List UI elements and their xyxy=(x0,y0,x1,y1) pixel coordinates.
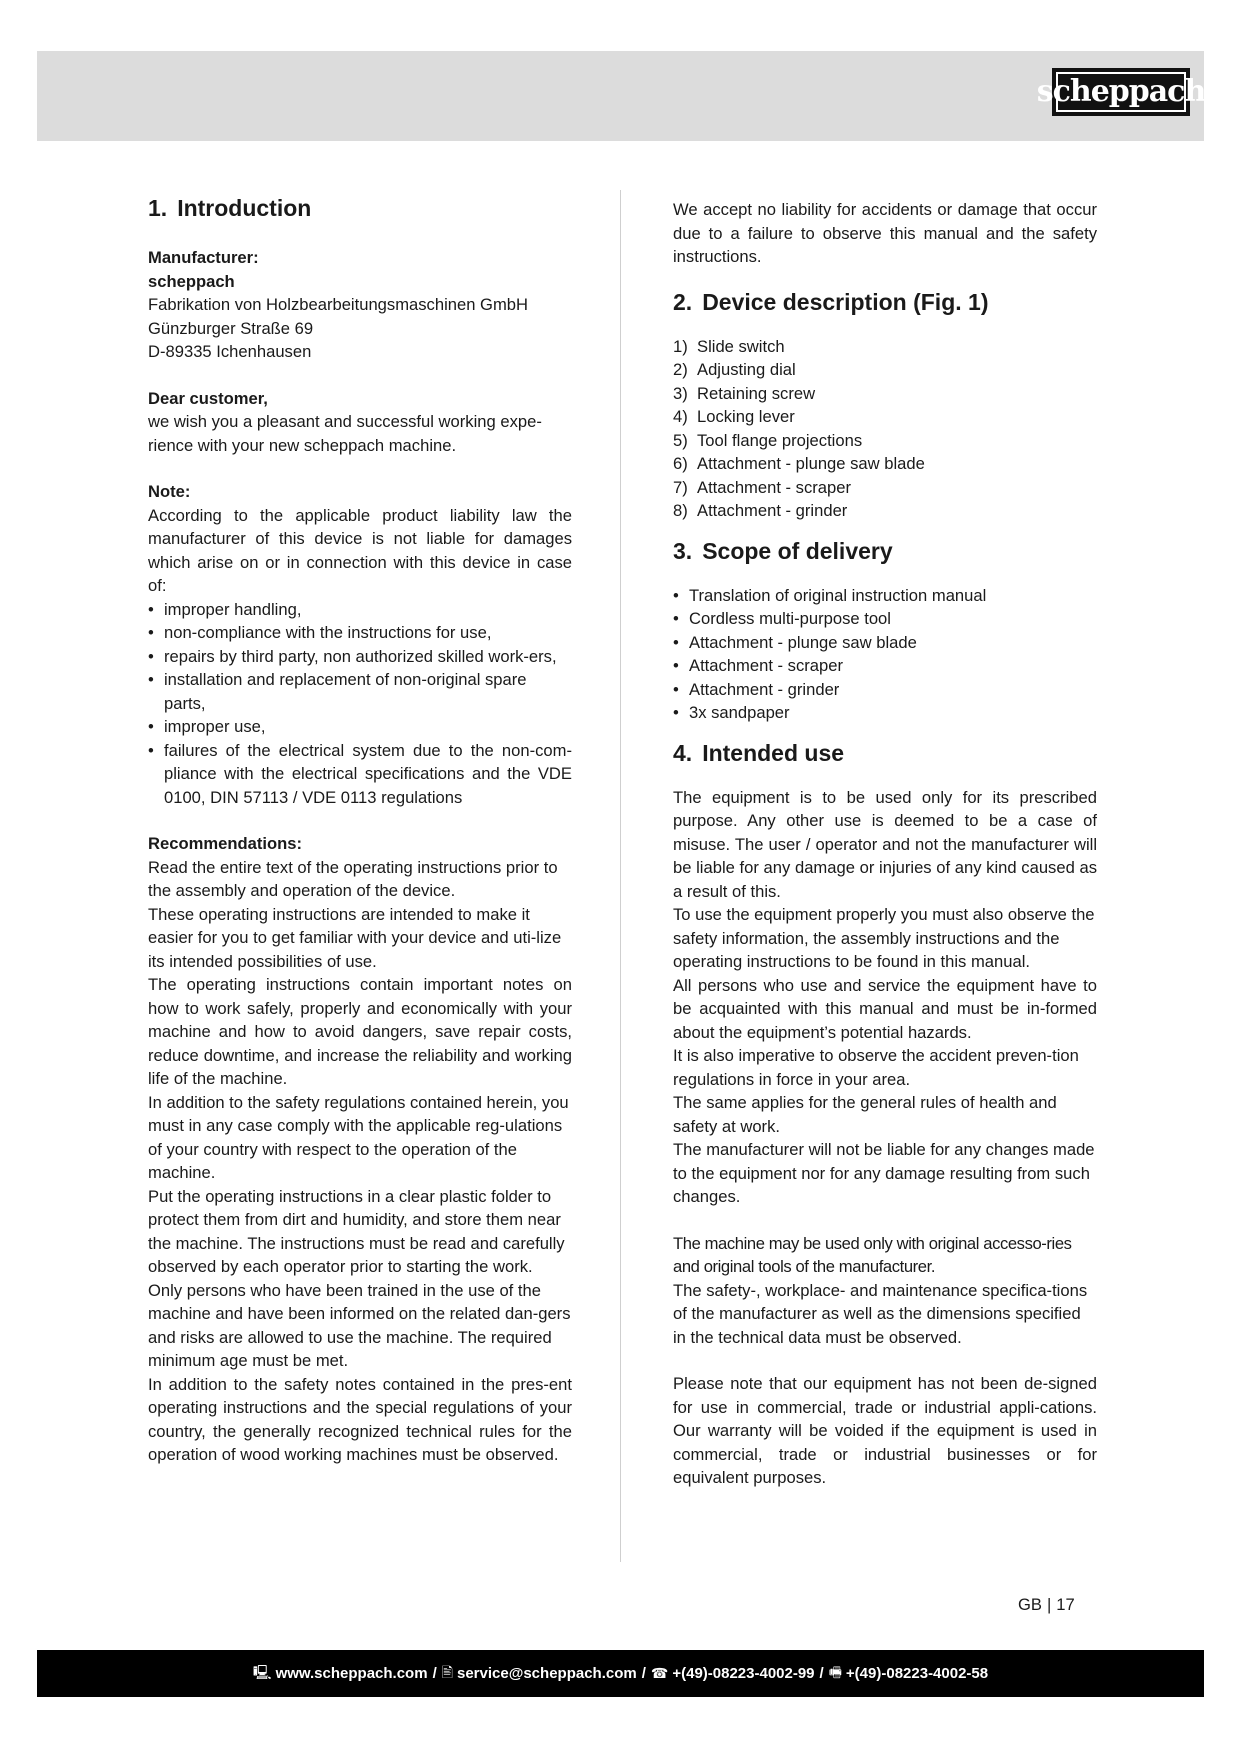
list-item xyxy=(673,335,1097,359)
list-item: • Attachment - scraper xyxy=(673,654,1097,678)
list-item: • non-compliance with the instructions for use, xyxy=(148,621,572,645)
section-title: Scope of delivery xyxy=(702,537,893,564)
fax-icon: 🖷 xyxy=(828,1663,842,1680)
footer-separator: / xyxy=(819,1665,824,1682)
intended-use-paragraph: It is also imperative to observe the accident preven-tion regulations in force in your area. xyxy=(673,1046,1079,1089)
item-number: 1) xyxy=(673,336,688,356)
list-item: • repairs by third party, non authorized skilled work-ers, xyxy=(148,645,572,669)
section-heading-intended-use xyxy=(673,738,1097,768)
brand-logo xyxy=(1036,68,1206,116)
recommendation-paragraph: In addition to the safety notes contained in the pres-ent operating instructions and the special regulations of your country, the generally recognized technical rules for the operation of wood working machines must be observed. xyxy=(148,1374,572,1464)
section-number: 3. xyxy=(673,537,693,564)
item-label: Adjusting dial xyxy=(697,360,796,379)
section-number: 2. xyxy=(673,288,693,315)
manufacturer-label: Manufacturer: xyxy=(148,248,259,267)
warranty-paragraph: Please note that our equipment has not been de-signed for use in commercial, trade or industrial appli-cations. Our warranty will be voided if the equipment is used in commercial, trade or industrial businesses or for equivalent purposes. xyxy=(673,1374,1097,1487)
address-line: Fabrikation von Holzbearbeitungsmaschinen GmbH xyxy=(148,295,529,314)
list-item: • Attachment - plunge saw blade xyxy=(673,631,1097,655)
address-line: D-89335 Ichenhausen xyxy=(148,342,312,361)
intended-use-paragraph: All persons who use and service the equipment have to be acquainted with this manual and must be in-formed about the equipment’s potential hazards. xyxy=(673,975,1097,1042)
recommendations-label: Recommendations: xyxy=(148,834,302,853)
manufacturer-company: scheppach xyxy=(148,271,235,291)
intended-use-paragraph: The same applies for the general rules of health and safety at work. xyxy=(673,1093,1057,1136)
item-number: 2) xyxy=(673,360,688,379)
address-line: Günzburger Straße 69 xyxy=(148,318,314,338)
list-item xyxy=(673,499,1097,523)
item-label: Retaining screw xyxy=(697,383,816,403)
recommendation-paragraph: In addition to the safety regulations contained herein, you must in any case comply with the applicable reg-ulations of your country with respect to the operation of the machine. xyxy=(148,1092,569,1182)
intended-use-paragraph: The machine may be used only with original accesso-ries and original tools of the manufacturer. xyxy=(673,1233,1072,1276)
note-text: According to the applicable product liability law the manufacturer of this device is not liable for damages which arise on or in connection with this device in case of: xyxy=(148,505,572,595)
section-number: 1. xyxy=(148,195,168,221)
left-column xyxy=(148,190,572,1467)
list-item: • installation and replacement of non-original spare parts, xyxy=(148,668,572,715)
liability-text: We accept no liability for accidents or damage that occur due to a failure to observe this manual and the safety instructions. xyxy=(673,200,1097,266)
list-item: • failures of the electrical system due to the non-com-pliance with the electrical specifications and the VDE 0100, DIN 57113 / VDE 0113 regulations xyxy=(148,739,572,810)
item-number: 4) xyxy=(673,407,688,426)
list-item: • improper handling, xyxy=(148,598,572,622)
item-number: 7) xyxy=(673,477,688,497)
list-item: • Cordless multi-purpose tool xyxy=(673,607,1097,631)
footer-website: www.scheppach.com xyxy=(275,1665,428,1682)
section-heading-device-description xyxy=(673,287,1097,317)
item-label: Attachment - scraper xyxy=(697,477,852,497)
list-item xyxy=(673,405,1097,429)
section-heading-scope-of-delivery xyxy=(673,536,1097,566)
item-label: Slide switch xyxy=(697,336,785,356)
section-heading-introduction xyxy=(148,193,572,223)
recommendation-paragraph: These operating instructions are intended to make it easier for you to get familiar with your device and uti-lize its intended possibilities of use. xyxy=(148,904,562,971)
footer-separator: / xyxy=(641,1665,646,1682)
list-item: • Attachment - grinder xyxy=(673,678,1097,702)
page-language: GB xyxy=(1018,1595,1042,1614)
list-item xyxy=(673,382,1097,406)
page-number-value: 17 xyxy=(1056,1595,1075,1614)
recommendation-paragraph: Read the entire text of the operating instructions prior to the assembly and operation of the device. xyxy=(148,857,558,900)
computer-icon: 🖳 xyxy=(252,1663,272,1680)
list-item xyxy=(673,358,1097,382)
intended-use-paragraph: The manufacturer will not be liable for any changes made to the equipment nor for any damage resulting from such changes. xyxy=(673,1140,1095,1206)
section-number: 4. xyxy=(673,739,693,766)
item-label: Locking lever xyxy=(697,407,795,426)
column-divider xyxy=(620,190,621,1562)
intended-use-paragraph: The equipment is to be used only for its prescribed purpose. Any other use is deemed to be a case of misuse. The user / operator and not the manufacturer will be liable for any damage or injuries of any kind caused as a result of this. xyxy=(673,787,1097,901)
list-item xyxy=(673,429,1097,453)
intended-use-paragraph: The safety-, workplace- and maintenance specifica-tions of the manufacturer as well as the dimensions specified in the technical data must be observed. xyxy=(673,1280,1088,1347)
item-label: Attachment - grinder xyxy=(697,501,848,520)
section-title: Device description (Fig. 1) xyxy=(702,288,989,315)
item-number: 8) xyxy=(673,501,688,520)
item-number: 6) xyxy=(673,454,688,473)
item-label: Attachment - plunge saw blade xyxy=(697,454,925,473)
section-title: Intended use xyxy=(702,739,845,766)
page-separator: | xyxy=(1046,1595,1052,1614)
intended-use-paragraph: To use the equipment properly you must also observe the safety information, the assembly instructions and the operating instructions to be found in this manual. xyxy=(673,905,1095,971)
list-item: • Translation of original instruction manual xyxy=(673,584,1097,608)
list-item: • 3x sandpaper xyxy=(673,701,1097,725)
scope-list xyxy=(673,584,1097,725)
list-item: • improper use, xyxy=(148,715,572,739)
item-number: 3) xyxy=(673,383,688,403)
list-item xyxy=(673,476,1097,500)
brand-logo-text: scheppach xyxy=(1036,74,1206,109)
note-label: Note: xyxy=(148,482,191,501)
list-item xyxy=(673,452,1097,476)
dear-customer-text: we wish you a pleasant and successful working expe-rience with your new scheppach machine. xyxy=(148,412,542,455)
recommendation-paragraph: The operating instructions contain important notes on how to work safely, properly and economically with your machine and how to avoid dangers, save repair costs, reduce downtime, and increase the reliability and working life of the machine. xyxy=(148,975,572,1088)
item-label: Tool flange projections xyxy=(697,430,863,450)
footer-phone: +(49)-08223-4002-99 xyxy=(672,1665,815,1682)
page-footer xyxy=(37,1650,1204,1697)
mail-icon: 🖹 xyxy=(441,1663,453,1680)
footer-email: service@scheppach.com xyxy=(457,1665,637,1682)
recommendation-paragraph: Put the operating instructions in a clear plastic folder to protect them from dirt and humidity, and store them near the machine. The instructions must be read and carefully observed by each operator prior to starting the work. xyxy=(148,1186,565,1276)
note-list xyxy=(148,598,572,810)
footer-separator: / xyxy=(432,1665,437,1682)
device-parts-list xyxy=(673,335,1097,523)
phone-icon: ☎ xyxy=(650,1665,669,1681)
right-column xyxy=(673,190,1097,1490)
page-header xyxy=(37,51,1204,141)
dear-customer-label: Dear customer, xyxy=(148,388,268,408)
page-number xyxy=(1018,1595,1075,1615)
footer-fax: +(49)-08223-4002-58 xyxy=(845,1665,989,1682)
section-title: Introduction xyxy=(177,195,312,221)
recommendation-paragraph: Only persons who have been trained in the use of the machine and have been informed on the related dan-gers and risks are allowed to use the machine. The required minimum age must be met. xyxy=(148,1280,571,1370)
item-number: 5) xyxy=(673,430,688,450)
